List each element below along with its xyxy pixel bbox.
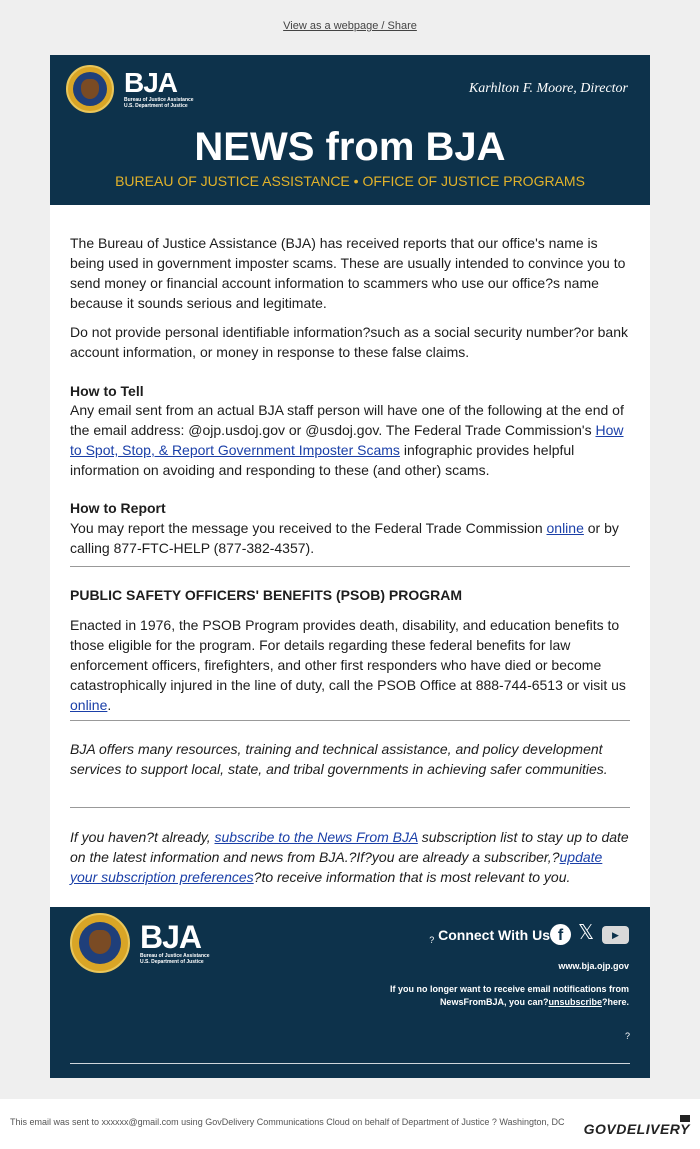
unsubscribe-notice — [349, 983, 629, 1009]
intro-paragraph: The Bureau of Justice Assistance (BJA) has received reports that our office's name is being used in government imposter scams. These are usually intended to convince you to send money or financial account information to scammers who use our office?s name because it sounds serious and legitimate. — [70, 235, 626, 311]
newsletter-title: NEWS from BJA — [194, 125, 506, 169]
sub-text-2: subscription list to stay up to date on the latest information and news from BJA.?If?you are already a subscriber,? — [70, 829, 629, 865]
bja-logo-text: BJA — [124, 67, 178, 98]
psob-text-1: Enacted in 1976, the PSOB Program provides death, disability, and education benefits to those eligible for the program. For details regarding these federal benefits for law enforcement officers, firefighters, and other first responders who have died or become catastrophically injured in the line of duty, call the PSOB Office at 888-744-6513 or visit us — [70, 617, 626, 693]
govdelivery-logo: GOVDELIVERY — [583, 1121, 690, 1137]
unsub-text-2: ?here. — [601, 997, 629, 1007]
director-name: Karhlton F. Moore, Director — [468, 81, 628, 96]
sub-text-3: ?to receive information that is most relevant to you. — [253, 869, 571, 885]
ftc-infographic-link[interactable]: How to Spot, Stop, & Report Government Imposter Scams — [70, 422, 624, 458]
bja-footer-logo-line-1: Bureau of Justice Assistance — [140, 953, 210, 959]
unsub-text-1: If you no longer want to receive email notifications from NewsFromBJA, you can? — [389, 984, 629, 1007]
bja-logo — [124, 69, 194, 109]
bja-footer-logo — [140, 921, 210, 965]
psob-online-link[interactable]: online — [70, 697, 108, 713]
tell-text-2: infographic provides helpful information on avoiding and responding to these (and other) scams. — [70, 442, 575, 478]
how-to-report-heading: How to Report — [70, 500, 166, 516]
footer-divider — [70, 1063, 630, 1064]
psob-paragraph — [70, 615, 630, 715]
warning-paragraph: Do not provide personal identifiable information?such as a social security number?or bank account information, or money in response to these false claims. — [70, 324, 628, 360]
bja-site-url: www.bja.ojp.gov — [558, 961, 629, 971]
view-as-webpage-link[interactable]: View as a webpage / Share — [283, 20, 417, 32]
divider — [70, 807, 630, 808]
govdelivery-bar — [0, 1099, 700, 1149]
doj-seal-icon — [70, 913, 130, 973]
email-header — [50, 55, 650, 205]
divider — [70, 720, 630, 721]
x-twitter-icon[interactable]: 𝕏 — [577, 922, 595, 944]
how-to-tell-heading: How to Tell — [70, 383, 144, 399]
sub-text-1: If you haven?t already, — [70, 829, 215, 845]
subscribe-link[interactable]: subscribe to the News From BJA — [214, 829, 418, 845]
divider — [70, 566, 630, 567]
psob-text-2: . — [107, 697, 112, 713]
how-to-tell-paragraph — [70, 400, 630, 480]
how-to-report-paragraph — [70, 518, 630, 558]
doj-seal-icon — [66, 65, 114, 113]
email-card — [50, 55, 650, 1078]
facebook-icon[interactable]: f — [550, 924, 571, 945]
ftc-online-link[interactable]: online — [546, 520, 584, 536]
unsubscribe-link[interactable]: unsubscribe — [548, 997, 602, 1007]
bja-logo-line-2: U.S. Department of Justice — [124, 103, 188, 109]
legal-notice: This email was sent to xxxxxx@gmail.com using GovDelivery Communications Cloud on behalf of Department of Justice ? Washington, DC — [10, 1117, 565, 1127]
newsletter-subtitle: BUREAU OF JUSTICE ASSISTANCE • OFFICE OF JUSTICE PROGRAMS — [115, 173, 585, 189]
bja-footer-logo-line-2: U.S. Department of Justice — [140, 959, 204, 965]
subscribe-paragraph — [70, 827, 630, 887]
connect-prefix: ? — [429, 935, 435, 945]
bja-offers-paragraph: BJA offers many resources, training and technical assistance, and policy development services to support local, state, and tribal governments in achieving safer communities. — [70, 741, 608, 777]
update-preferences-link[interactable]: update your subscription preferences — [70, 849, 603, 885]
footer-trailing-mark: ? — [624, 1031, 630, 1041]
connect-with-us — [429, 927, 550, 945]
bja-footer-logo-text: BJA — [140, 919, 202, 955]
email-footer — [50, 907, 650, 1078]
bja-logo-line-1: Bureau of Justice Assistance — [124, 97, 194, 103]
report-text-2: or by calling 877-FTC-HELP (877-382-4357). — [70, 520, 619, 556]
connect-label: Connect With Us — [438, 927, 550, 943]
psob-heading: PUBLIC SAFETY OFFICERS' BENEFITS (PSOB) PROGRAM — [70, 587, 462, 603]
tell-text-1: Any email sent from an actual BJA staff person will have one of the following at the end of the email address: @ojp.usdoj.gov or @usdoj.gov. The Federal Trade Commission's — [70, 402, 624, 438]
report-text-1: You may report the message you received to the Federal Trade Commission — [70, 520, 547, 536]
top-bar — [0, 20, 700, 32]
youtube-icon[interactable]: ▶ — [602, 926, 629, 944]
